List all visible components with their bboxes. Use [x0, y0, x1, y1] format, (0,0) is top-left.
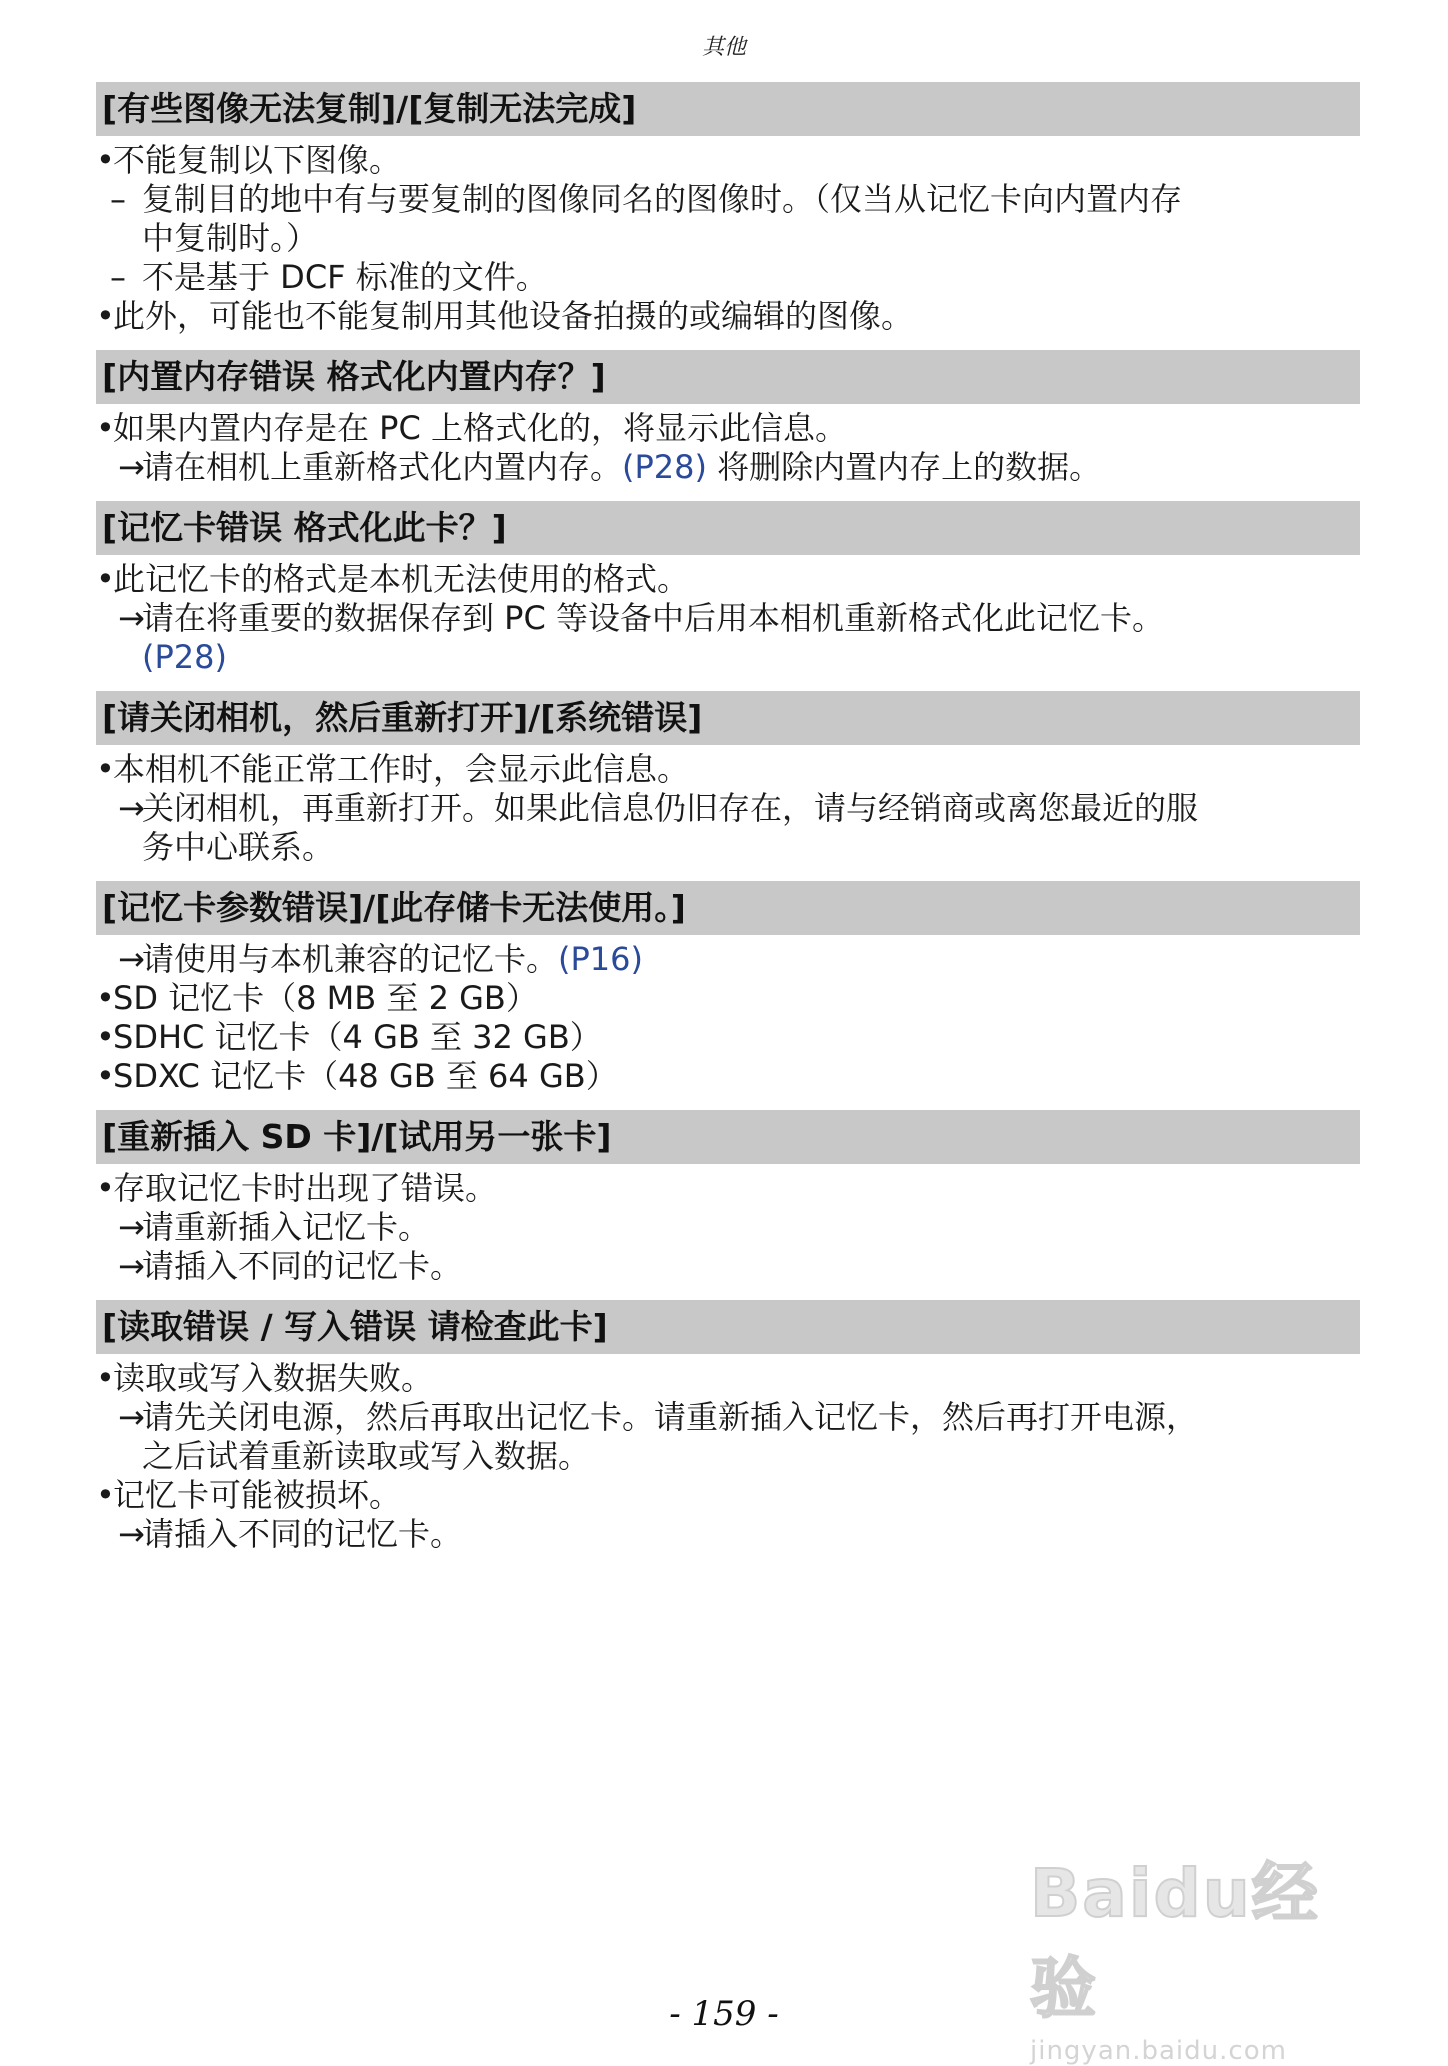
arrow-icon: →: [118, 1515, 145, 1553]
arrow-icon: →: [118, 599, 145, 637]
section-items: [96, 935, 1360, 1096]
arrow-icon: →: [118, 1208, 145, 1246]
item-text: 请插入不同的记忆卡。: [142, 1247, 463, 1285]
bullet-item: [96, 750, 1360, 789]
bullet-marker: •: [96, 141, 115, 179]
section-items: [96, 745, 1360, 867]
action-line: [96, 1208, 1360, 1247]
item-text: 如果内置内存是在 PC 上格式化的，将显示此信息。: [113, 409, 847, 447]
baidu-watermark: [1030, 1840, 1370, 2066]
action-line: [96, 1398, 1360, 1437]
item-continuation: [96, 828, 1360, 867]
item-text: 请重新插入记忆卡。: [142, 1208, 431, 1246]
bullet-marker: •: [96, 1476, 115, 1514]
section: [96, 1110, 1360, 1286]
bullet-marker: •: [96, 979, 115, 1017]
bullet-item: [96, 979, 1360, 1018]
section-title: [记忆卡错误 格式化此卡？]: [96, 501, 1360, 555]
dash-marker: –: [110, 180, 126, 218]
sections-container: [96, 82, 1360, 1568]
continuation-text: 之后试着重新读取或写入数据。: [142, 1437, 591, 1475]
item-text: 请插入不同的记忆卡。: [142, 1515, 463, 1553]
section: [96, 501, 1360, 677]
section-items: [96, 136, 1360, 336]
page-number: - 159 -: [669, 1994, 779, 2034]
bullet-marker: •: [96, 1359, 115, 1397]
item-text: 记忆卡可能被损坏。: [113, 1476, 402, 1514]
action-line: [96, 940, 1360, 979]
item-text: 此外，可能也不能复制用其他设备拍摄的或编辑的图像。: [113, 297, 914, 335]
item-text: 请在相机上重新格式化内置内存。: [142, 448, 623, 486]
item-text: SDXC 记忆卡（48 GB 至 64 GB）: [113, 1057, 618, 1095]
section-items: [96, 1354, 1360, 1554]
section: [96, 350, 1360, 487]
item-text: 读取或写入数据失败。: [113, 1359, 434, 1397]
section: [96, 881, 1360, 1096]
section: [96, 82, 1360, 336]
page-reference-link[interactable]: (P28): [142, 638, 227, 676]
bullet-item: [96, 297, 1360, 336]
arrow-icon: →: [118, 448, 145, 486]
bullet-marker: •: [96, 1057, 115, 1095]
section-title: [有些图像无法复制]/[复制无法完成]: [96, 82, 1360, 136]
bullet-item: [96, 1169, 1360, 1208]
dash-marker: –: [110, 258, 126, 296]
bullet-item: [96, 1057, 1360, 1096]
item-text: 存取记忆卡时出现了错误。: [113, 1169, 498, 1207]
bullet-marker: •: [96, 1018, 115, 1056]
watermark-url: jingyan.baidu.com: [1030, 2036, 1287, 2066]
action-line: [96, 1515, 1360, 1554]
item-text: 请使用与本机兼容的记忆卡。: [142, 940, 559, 978]
section-title: [记忆卡参数错误]/[此存储卡无法使用。]: [96, 881, 1360, 935]
arrow-icon: →: [118, 940, 145, 978]
section-title: [重新插入 SD 卡]/[试用另一张卡]: [96, 1110, 1360, 1164]
action-line: [96, 789, 1360, 828]
action-line: [96, 599, 1360, 638]
arrow-icon: →: [118, 789, 145, 827]
item-continuation: [96, 1437, 1360, 1476]
page-header-title: 其他: [701, 35, 746, 60]
section: [96, 1300, 1360, 1554]
bullet-marker: •: [96, 750, 115, 788]
item-text: 不是基于 DCF 标准的文件。: [142, 258, 548, 296]
arrow-icon: →: [118, 1247, 145, 1285]
item-text-continued: 将删除内置内存上的数据。: [707, 448, 1102, 486]
section-items: [96, 1164, 1360, 1286]
bullet-item: [96, 1476, 1360, 1515]
item-text: 请先关闭电源，然后再取出记忆卡。请重新插入记忆卡，然后再打开电源，: [142, 1398, 1199, 1436]
bullet-item: [96, 141, 1360, 180]
item-text: 本相机不能正常工作时，会显示此信息。: [113, 750, 690, 788]
bullet-item: [96, 560, 1360, 599]
bullet-marker: •: [96, 1169, 115, 1207]
section: [96, 691, 1360, 867]
item-text: SDHC 记忆卡（4 GB 至 32 GB）: [113, 1018, 602, 1056]
continuation-text: 务中心联系。: [142, 828, 335, 866]
section-title: [读取错误 / 写入错误 请检查此卡]: [96, 1300, 1360, 1354]
bullet-marker: •: [96, 297, 115, 335]
item-text: 关闭相机，再重新打开。如果此信息仍旧存在，请与经销商或离您最近的服: [142, 789, 1199, 827]
watermark-logo: Baidu经验: [1030, 1855, 1320, 2027]
page-reference-link[interactable]: (P16): [558, 940, 643, 978]
arrow-icon: →: [118, 1398, 145, 1436]
bullet-item: [96, 409, 1360, 448]
bullet-marker: •: [96, 409, 115, 447]
continuation-text: 中复制时。）: [142, 219, 319, 257]
item-text: 复制目的地中有与要复制的图像同名的图像时。（仅当从记忆卡向内置内存: [142, 180, 1183, 218]
item-text: SD 记忆卡（8 MB 至 2 GB）: [113, 979, 538, 1017]
item-text: 不能复制以下图像。: [113, 141, 402, 179]
section-items: [96, 555, 1360, 677]
bullet-item: [96, 1359, 1360, 1398]
sub-item: [96, 180, 1360, 219]
item-continuation: [96, 219, 1360, 258]
action-line: [96, 1247, 1360, 1286]
section-title: [请关闭相机，然后重新打开]/[系统错误]: [96, 691, 1360, 745]
item-text: 请在将重要的数据保存到 PC 等设备中后用本相机重新格式化此记忆卡。: [142, 599, 1164, 637]
bullet-item: [96, 1018, 1360, 1057]
bullet-marker: •: [96, 560, 115, 598]
section-title: [内置内存错误 格式化内置内存？]: [96, 350, 1360, 404]
action-line: [96, 448, 1360, 487]
sub-item: [96, 258, 1360, 297]
item-text: 此记忆卡的格式是本机无法使用的格式。: [113, 560, 690, 598]
page-reference-link[interactable]: (P28): [622, 448, 707, 486]
section-items: [96, 404, 1360, 487]
item-continuation: [96, 638, 1360, 677]
